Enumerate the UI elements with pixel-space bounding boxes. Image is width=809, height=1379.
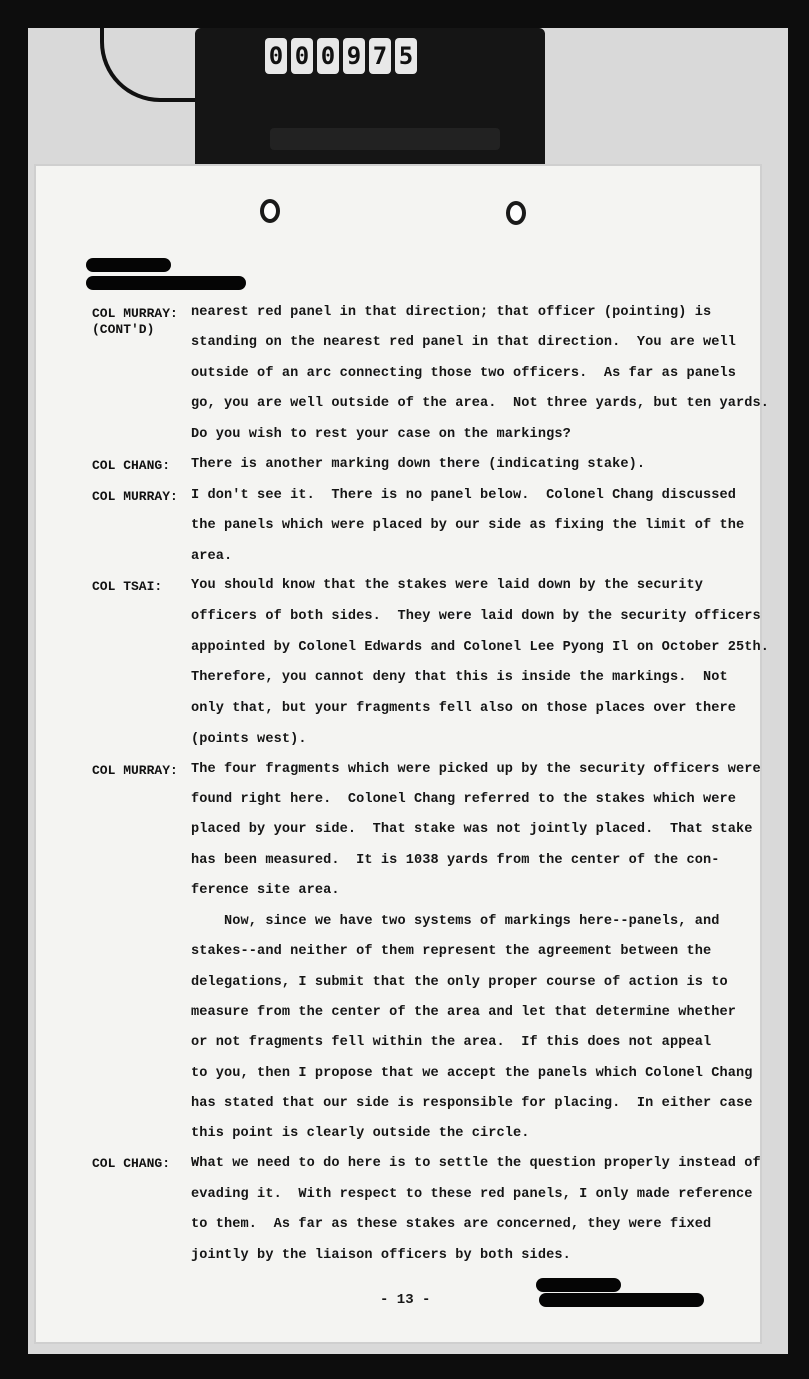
- speaker-label: [92, 763, 178, 779]
- transcript-line: go, you are well outside of the area. Not three yards, but ten yards.: [191, 396, 770, 411]
- speaker-label-line: COL CHANG:: [92, 1156, 171, 1171]
- counter-slot: [270, 128, 500, 150]
- transcript-line: or not fragments fell within the area. If this does not appeal: [191, 1035, 712, 1050]
- speaker-label: [92, 306, 178, 338]
- transcript-line: ference site area.: [191, 883, 340, 898]
- transcript-line: nearest red panel in that direction; that officer (pointing) is: [191, 305, 712, 320]
- counter-digit: 0: [291, 38, 313, 74]
- counter-digit: 9: [343, 38, 365, 74]
- transcript-line: outside of an arc connecting those two officers. As far as panels: [191, 366, 736, 381]
- speaker-label-line: COL CHANG:: [92, 458, 171, 473]
- transcript-line: measure from the center of the area and let that determine whether: [191, 1005, 736, 1020]
- redaction-mark: [536, 1278, 621, 1292]
- transcript-line: jointly by the liaison officers by both sides.: [191, 1248, 571, 1263]
- speaker-label-line: COL TSAI:: [92, 579, 163, 594]
- transcript-line: You should know that the stakes were laid down by the security: [191, 578, 703, 593]
- transcript-line: appointed by Colonel Edwards and Colonel Lee Pyong Il on October 25th.: [191, 640, 770, 655]
- transcript-line: placed by your side. That stake was not jointly placed. That stake: [191, 822, 753, 837]
- document-page: [36, 166, 770, 1342]
- transcript-line: Therefore, you cannot deny that this is inside the markings. Not: [191, 670, 728, 685]
- transcript-line: this point is clearly outside the circle.: [191, 1126, 530, 1141]
- speaker-label-line: COL MURRAY:: [92, 489, 178, 504]
- transcript-line: stakes--and neither of them represent the agreement between the: [191, 944, 712, 959]
- speaker-label: [92, 1156, 170, 1172]
- transcript-line: delegations, I submit that the only proper course of action is to: [191, 975, 728, 990]
- page-number: - 13 -: [380, 1292, 431, 1308]
- speaker-label-line: (CONT'D): [92, 322, 155, 337]
- redaction-mark: [539, 1293, 704, 1307]
- transcript-line: What we need to do here is to settle the question properly instead of: [191, 1156, 761, 1171]
- transcript-line: I don't see it. There is no panel below. Colonel Chang discussed: [191, 488, 736, 503]
- transcript-line: (points west).: [191, 732, 307, 747]
- transcript-line: evading it. With respect to these red panels, I only made reference: [191, 1187, 753, 1202]
- transcript-line: has stated that our side is responsible for placing. In either case: [191, 1096, 753, 1111]
- transcript-line: only that, but your fragments fell also on those places over there: [191, 701, 736, 716]
- counter-digit: 0: [265, 38, 287, 74]
- punch-hole-left: [260, 199, 280, 223]
- counter-wheels: [265, 38, 417, 74]
- transcript-line: has been measured. It is 1038 yards from the center of the con-: [191, 853, 720, 868]
- transcript-line: to them. As far as these stakes are concerned, they were fixed: [191, 1217, 712, 1232]
- redaction-mark: [86, 276, 246, 290]
- counter-digit: 7: [369, 38, 391, 74]
- transcript-line: Do you wish to rest your case on the markings?: [191, 427, 571, 442]
- speaker-label-line: COL MURRAY:: [92, 306, 178, 321]
- transcript-line: to you, then I propose that we accept the panels which Colonel Chang: [191, 1066, 753, 1081]
- speaker-label: [92, 579, 162, 595]
- transcript-line: area.: [191, 549, 233, 564]
- speaker-label: [92, 458, 170, 474]
- punch-hole-right: [506, 201, 526, 225]
- transcript-line: found right here. Colonel Chang referred to the stakes which were: [191, 792, 736, 807]
- frame-counter: [195, 28, 545, 173]
- transcript-line: Now, since we have two systems of markings here--panels, and: [191, 914, 720, 929]
- redaction-mark: [86, 258, 171, 272]
- transcript-line: There is another marking down there (indicating stake).: [191, 457, 646, 472]
- speaker-label: [92, 489, 178, 505]
- transcript-line: officers of both sides. They were laid down by the security officers: [191, 609, 761, 624]
- counter-digit: 5: [395, 38, 417, 74]
- transcript-line: The four fragments which were picked up by the security officers were: [191, 762, 761, 777]
- transcript-line: standing on the nearest red panel in that direction. You are well: [191, 335, 736, 350]
- speaker-label-line: COL MURRAY:: [92, 763, 178, 778]
- counter-digit: 0: [317, 38, 339, 74]
- transcript-line: the panels which were placed by our side as fixing the limit of the: [191, 518, 745, 533]
